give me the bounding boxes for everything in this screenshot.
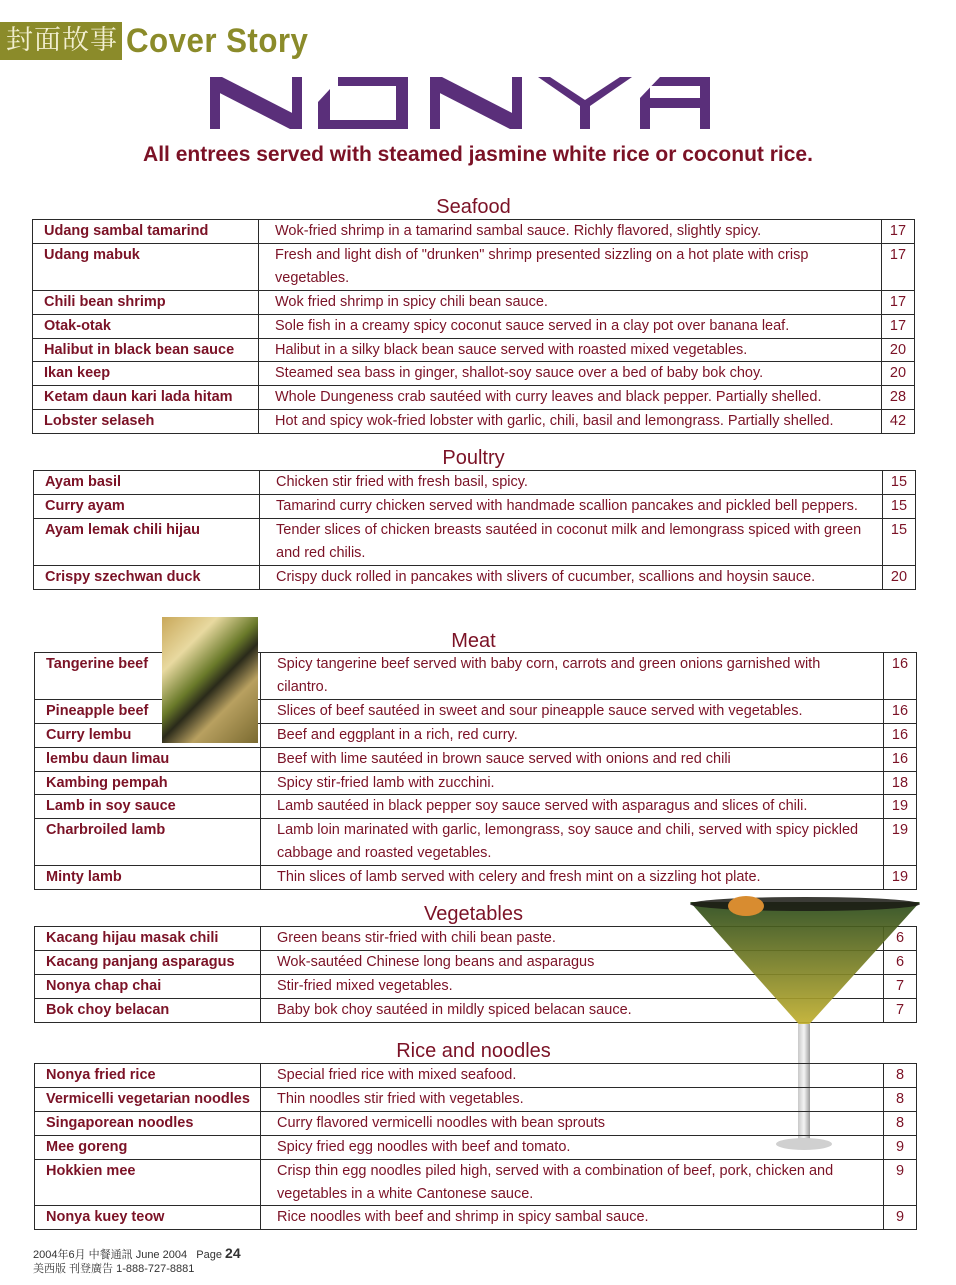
dish-description: Lamb sautéed in black pepper soy sauce served with asparagus and slices of chili. [261,795,884,819]
table-row [33,220,915,244]
section-title-poultry: Poultry [442,447,505,469]
table-row [33,386,915,410]
dish-description: Spicy stir-fried lamb with zucchini. [261,771,884,795]
dish-name: Halibut in black bean sauce [33,338,259,362]
dish-name: Vermicelli vegetarian noodles [35,1087,261,1111]
table-row [35,1135,917,1159]
dish-name: Lamb in soy sauce [35,795,261,819]
dish-description: Rice noodles with beef and shrimp in spicy sambal sauce. [261,1206,884,1230]
table-row [35,747,917,771]
dish-description: Slices of beef sautéed in sweet and sour pineapple sauce served with vegetables. [261,699,884,723]
seafood-table [32,219,915,434]
dish-name: Udang sambal tamarind [33,220,259,244]
dish-description: Wok fried shrimp in spicy chili bean sauce. [259,290,882,314]
section-header [0,22,324,60]
dish-description: Beef and eggplant in a rich, red curry. [261,723,884,747]
dish-name: Nonya chap chai [35,974,261,998]
dish-description: Tender slices of chicken breasts sautéed in coconut milk and lemongrass spiced with green and red chilis. [260,518,883,565]
dish-price: 15 [883,494,916,518]
table-row [35,1159,917,1206]
dish-name: Nonya fried rice [35,1064,261,1088]
dish-name: Ikan keep [33,362,259,386]
dish-name: Tangerine beef [35,653,261,700]
table-row [35,1206,917,1230]
dish-name: Ketam daun kari lada hitam [33,386,259,410]
dish-description: Chicken stir fried with fresh basil, spicy. [260,471,883,495]
page-footer [33,1246,241,1276]
dish-name: Curry lembu [35,723,261,747]
dish-price: 16 [884,747,917,771]
dish-description: Tamarind curry chicken served with handmade scallion pancakes and pickled bell peppers. [260,494,883,518]
dish-name: Ayam basil [34,471,260,495]
dish-name: Chili bean shrimp [33,290,259,314]
table-row [33,243,915,290]
dish-name: Curry ayam [34,494,260,518]
table-row [34,565,916,589]
footer-advertising: 美西版 刊登廣告 1-888-727-8881 [33,1263,195,1275]
dish-name: lembu daun limau [35,747,261,771]
table-row [34,471,916,495]
table-row [35,1087,917,1111]
food-photo [162,617,258,743]
footer-date: 2004年6月 中餐通訊 June 2004 [33,1249,188,1261]
dish-name: Crispy szechwan duck [34,565,260,589]
table-row [34,518,916,565]
dish-name: Ayam lemak chili hijau [34,518,260,565]
dish-description: Baby bok choy sautéed in mildly spiced belacan sauce. [261,998,884,1022]
menu-subtitle: All entrees served with steamed jasmine white rice or coconut rice. [143,143,813,166]
dish-price: 6 [884,927,917,951]
dish-price: 17 [882,290,915,314]
dish-price: 20 [882,338,915,362]
dish-description: Lamb loin marinated with garlic, lemongrass, soy sauce and chili, served with spicy pickled cabbage and roasted vegetables. [261,819,884,866]
table-row [33,362,915,386]
dish-description: Fresh and light dish of "drunken" shrimp presented sizzling on a hot plate with crisp vegetables. [259,243,882,290]
section-label-english: Cover Story [126,21,309,60]
dish-price: 8 [884,1087,917,1111]
section-title-seafood: Seafood [436,196,511,218]
section-label-chinese: 封面故事 [0,22,122,60]
dish-price: 8 [884,1064,917,1088]
dish-price: 42 [882,410,915,434]
dish-description: Hot and spicy wok-fried lobster with garlic, chili, basil and lemongrass. Partially shelled. [259,410,882,434]
dish-name: Mee goreng [35,1135,261,1159]
table-row [35,1111,917,1135]
dish-price: 17 [882,243,915,290]
dish-price: 28 [882,386,915,410]
dish-name: Kambing pempah [35,771,261,795]
dish-name: Singaporean noodles [35,1111,261,1135]
dish-price: 9 [884,1206,917,1230]
table-row [34,494,916,518]
dish-description: Halibut in a silky black bean sauce served with roasted mixed vegetables. [259,338,882,362]
dish-price: 15 [883,518,916,565]
dish-price: 19 [884,819,917,866]
dish-name: Hokkien mee [35,1159,261,1206]
dish-price: 18 [884,771,917,795]
dish-description: Thin noodles stir fried with vegetables. [261,1087,884,1111]
table-row [35,771,917,795]
dish-description: Sole fish in a creamy spicy coconut sauce served in a clay pot over banana leaf. [259,314,882,338]
dish-price: 19 [884,795,917,819]
table-row [33,314,915,338]
dish-name: Pineapple beef [35,699,261,723]
dish-price: 17 [882,220,915,244]
dish-price: 16 [884,653,917,700]
dish-name: Bok choy belacan [35,998,261,1022]
dish-description: Curry flavored vermicelli noodles with bean sprouts [261,1111,884,1135]
nonya-logo [210,72,720,132]
dish-description: Crisp thin egg noodles piled high, served with a combination of beef, pork, chicken and vegetables in a white Cantonese sauce. [261,1159,884,1206]
table-row [35,819,917,866]
dish-description: Special fried rice with mixed seafood. [261,1064,884,1088]
dish-name: Kacang hijau masak chili [35,927,261,951]
table-row [33,410,915,434]
dish-description: Wok-fried shrimp in a tamarind sambal sauce. Richly flavored, slightly spicy. [259,220,882,244]
section-title-rice-noodles: Rice and noodles [396,1040,551,1062]
dish-name: Nonya kuey teow [35,1206,261,1230]
dish-price: 20 [882,362,915,386]
section-title-meat: Meat [451,630,496,652]
dish-description: Spicy tangerine beef served with baby corn, carrots and green onions garnished with cilantro. [261,653,884,700]
dish-price: 7 [884,974,917,998]
dish-description: Whole Dungeness crab sautéed with curry leaves and black pepper. Partially shelled. [259,386,882,410]
dish-name: Udang mabuk [33,243,259,290]
dish-price: 15 [883,471,916,495]
dish-description: Wok-sautéed Chinese long beans and asparagus [261,950,884,974]
dish-description: Spicy fried egg noodles with beef and tomato. [261,1135,884,1159]
rice-noodles-table [34,1063,917,1230]
dish-name: Lobster selaseh [33,410,259,434]
dish-name: Minty lamb [35,866,261,890]
table-row [35,1064,917,1088]
dish-price: 19 [884,866,917,890]
poultry-table [33,470,916,590]
dish-description: Beef with lime sautéed in brown sauce served with onions and red chili [261,747,884,771]
dish-price: 17 [882,314,915,338]
dish-price: 8 [884,1111,917,1135]
dish-description: Stir-fried mixed vegetables. [261,974,884,998]
page-label: Page [196,1249,222,1261]
dish-description: Green beans stir-fried with chili bean paste. [261,927,884,951]
dish-price: 9 [884,1135,917,1159]
dish-price: 7 [884,998,917,1022]
dish-price: 16 [884,699,917,723]
table-row [33,338,915,362]
dish-price: 20 [883,565,916,589]
dish-description: Steamed sea bass in ginger, shallot-soy sauce over a bed of baby bok choy. [259,362,882,386]
dish-price: 6 [884,950,917,974]
dish-description: Thin slices of lamb served with celery and fresh mint on a sizzling hot plate. [261,866,884,890]
section-title-vegetables: Vegetables [424,903,523,925]
table-row [35,866,917,890]
dish-price: 16 [884,723,917,747]
page-number: 24 [225,1245,241,1261]
dish-name: Otak-otak [33,314,259,338]
dish-price: 9 [884,1159,917,1206]
dish-description: Crispy duck rolled in pancakes with slivers of cucumber, scallions and hoysin sauce. [260,565,883,589]
dish-name: Kacang panjang asparagus [35,950,261,974]
table-row [35,795,917,819]
table-row [33,290,915,314]
dish-name: Charbroiled lamb [35,819,261,866]
